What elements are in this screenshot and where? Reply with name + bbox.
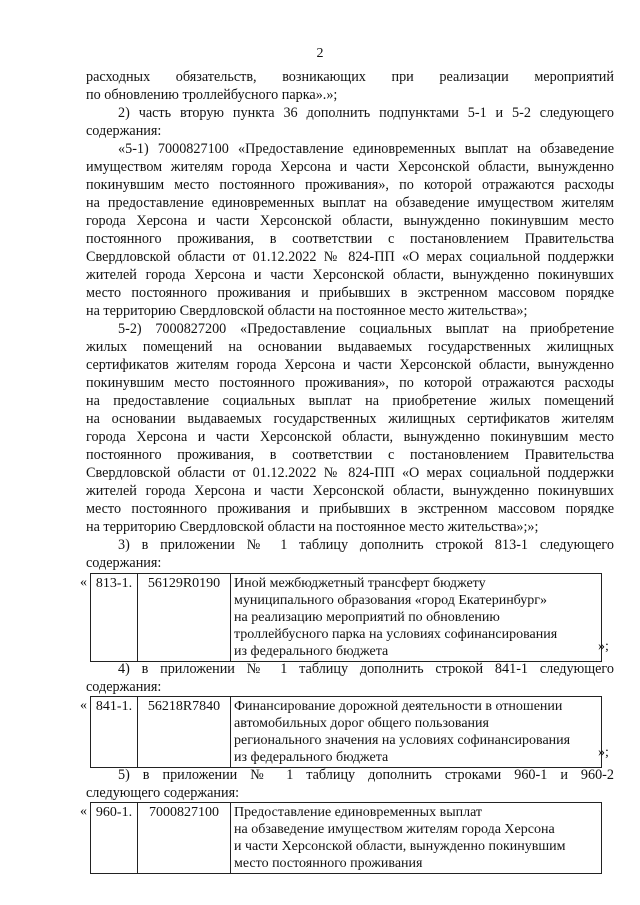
text-line: место постоянного проживания и прибывших в экстренном массовом порядке: [86, 501, 614, 517]
text-line: следующего содержания:: [86, 785, 240, 801]
description-line: автомобильных дорог общего пользования: [234, 716, 489, 731]
description-line: регионального значения на условиях софинансирования: [234, 733, 571, 748]
description-line: место постоянного проживания: [234, 856, 423, 871]
text-line: на предоставление социальных выплат на приобретение жилых помещений: [86, 393, 614, 409]
close-mark: »;: [598, 745, 609, 760]
open-quote: «: [80, 804, 87, 819]
row-description: [231, 697, 602, 768]
text-line: Свердловской области от 01.12.2022 № 824-ПП «О мерах социальной поддержки: [86, 249, 614, 265]
budget-code: 56218R7840: [138, 697, 231, 768]
text-line: покинувшим место постоянного проживания», по которой отражаются расходы: [86, 177, 614, 193]
description-line: на обзаведение имуществом жителям города Херсона: [234, 822, 555, 837]
text-line: на основании выдаваемых государственных жилищных сертификатов жителям: [86, 411, 614, 427]
budget-code: 56129R0190: [138, 574, 231, 662]
table-row: [91, 697, 602, 768]
row-number: 841-1.: [91, 697, 138, 768]
text-line: сертификатов жителям города Херсона и части Херсонской области, вынужденно: [86, 357, 614, 373]
open-quote: «: [80, 698, 87, 713]
page-number: 2: [316, 46, 324, 61]
text-line: 5) в приложении № 1 таблицу дополнить строками 960-1 и 960-2: [118, 767, 614, 783]
description-line: из федерального бюджета: [234, 644, 389, 659]
description-line: Иной межбюджетный трансферт бюджету: [234, 576, 486, 591]
text-line: постоянного проживания, в соответствии с постановлением Правительства: [86, 231, 614, 247]
budget-code: 7000827100: [138, 803, 231, 874]
text-line: «5-1) 7000827100 «Предоставление единовременных выплат на обзаведение: [118, 141, 614, 157]
text-line: на территорию Свердловской области на постоянное место жительства»;»;: [86, 519, 539, 535]
text-line: 3) в приложении № 1 таблицу дополнить строкой 813-1 следующего: [118, 537, 614, 553]
open-quote: «: [80, 575, 87, 590]
description-line: Предоставление единовременных выплат: [234, 805, 483, 820]
description-line: на реализацию мероприятий по обновлению: [234, 610, 500, 625]
budget-table-960-1: [90, 802, 602, 874]
text-line: содержания:: [86, 555, 162, 571]
text-line: города Херсона и части Херсонской области, вынужденно покинувшим место: [86, 429, 614, 445]
text-line: жилых помещений на основании выдаваемых государственных жилищных: [86, 339, 614, 355]
text-line: имуществом жителям города Херсона и части Херсонской области, вынужденно: [86, 159, 614, 175]
close-mark: »;: [598, 639, 609, 654]
description-line: Финансирование дорожной деятельности в отношении: [234, 699, 563, 714]
text-line: жителей города Херсона и части Херсонской области, вынужденно покинувших: [86, 267, 614, 283]
text-line: на территорию Свердловской области на постоянное место жительства»;: [86, 303, 528, 319]
description-line: муниципального образования «город Екатеринбург»: [234, 593, 548, 608]
row-description: [231, 803, 602, 874]
table-row: [91, 803, 602, 874]
text-line: расходных обязательств, возникающих при реализации мероприятий: [86, 69, 614, 85]
description-line: и части Херсонской области, вынужденно покинувшим: [234, 839, 566, 854]
text-line: жителей города Херсона и части Херсонской области, вынужденно покинувших: [86, 483, 614, 499]
text-line: по обновлению троллейбусного парка».»;: [86, 87, 338, 103]
text-line: 5-2) 7000827200 «Предоставление социальных выплат на приобретение: [118, 321, 614, 337]
description-line: из федерального бюджета: [234, 750, 389, 765]
text-line: покинувшим место постоянного проживания», по которой отражаются расходы: [86, 375, 614, 391]
text-line: содержания:: [86, 123, 162, 139]
table-row: [91, 574, 602, 662]
text-line: на предоставление единовременных выплат на обзаведение имуществом жителям: [86, 195, 614, 211]
description-line: троллейбусного парка на условиях софинансирования: [234, 627, 558, 642]
budget-table-813-1: [90, 573, 602, 662]
text-line: место постоянного проживания и прибывших в экстренном массовом порядке: [86, 285, 614, 301]
budget-table-841-1: [90, 696, 602, 768]
text-line: города Херсона и части Херсонской области, вынужденно покинувшим место: [86, 213, 614, 229]
row-description: [231, 574, 602, 662]
text-line: Свердловской области от 01.12.2022 № 824-ПП «О мерах социальной поддержки: [86, 465, 614, 481]
text-line: постоянного проживания, в соответствии с постановлением Правительства: [86, 447, 614, 463]
text-line: 4) в приложении № 1 таблицу дополнить строкой 841-1 следующего: [118, 661, 614, 677]
row-number: 960-1.: [91, 803, 138, 874]
text-line: 2) часть вторую пункта 36 дополнить подпунктами 5-1 и 5-2 следующего: [118, 105, 614, 121]
row-number: 813-1.: [91, 574, 138, 662]
text-line: содержания:: [86, 679, 162, 695]
